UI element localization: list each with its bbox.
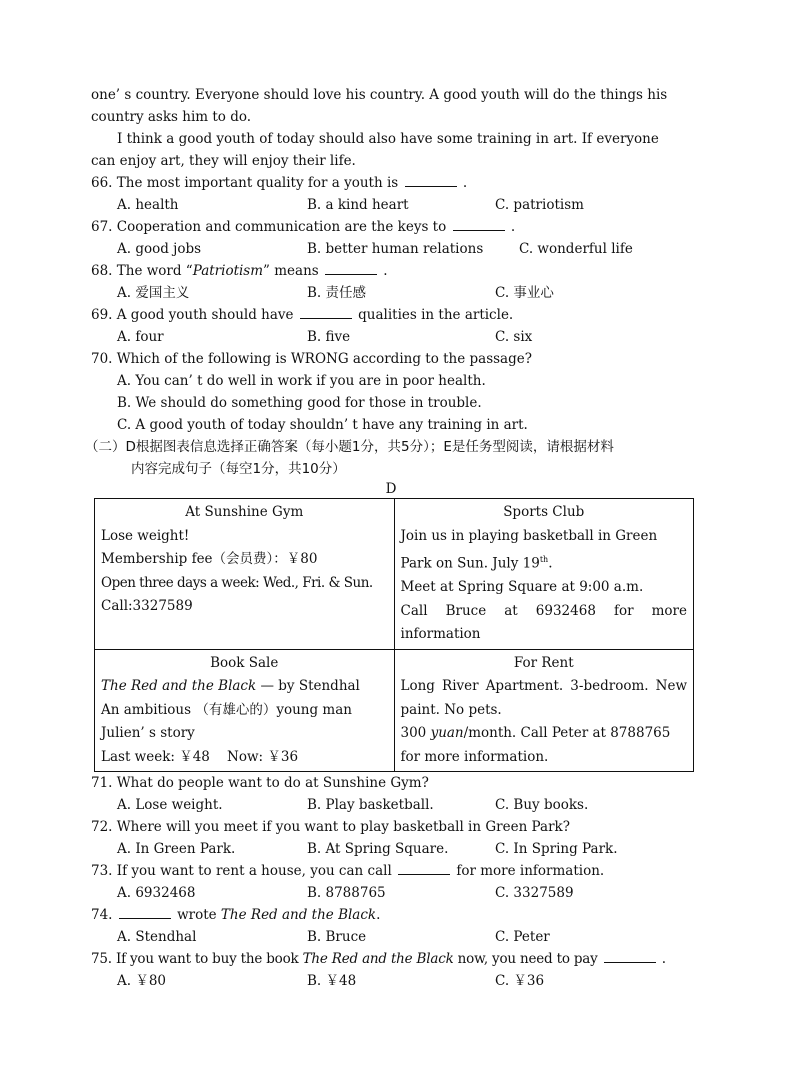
question-66: 66. The most important quality for a youth is . (91, 172, 721, 194)
options-71 (91, 794, 721, 816)
document-page (85, 84, 721, 992)
answer-blank (405, 172, 457, 187)
question-72: 72. Where will you meet if you want to play basketball in Green Park? (91, 819, 570, 835)
option-c: C. patriotism (495, 197, 584, 213)
option-a: A. In Green Park. (117, 841, 236, 857)
part-d-label: D (385, 481, 397, 497)
option-c: C. 3327589 (495, 885, 574, 901)
section-heading: （二）D根据图表信息选择正确答案（每小题1分，共5分）；E是任务型阅读，请根据材料 (85, 439, 614, 455)
options-69 (91, 326, 721, 348)
ad-gym: At Sunshine Gym Lose weight! Membership fee（会员费）：￥80 Open three days a week: Wed., Fri. & Sun. Call:3327589 (95, 499, 395, 650)
option-a: A. 6932468 (117, 885, 196, 901)
option-a: A. Stendhal (117, 929, 197, 945)
answer-blank (300, 304, 352, 319)
question-74: 74. wrote The Red and the Black. (91, 904, 721, 926)
option-a: A. 爱国主义 (117, 285, 190, 301)
option-a: A. You can’ t do well in work if you are in poor health. (117, 373, 486, 389)
option-a: A. Lose weight. (117, 797, 223, 813)
passage-line: one’ s country. Everyone should love his country. A good youth will do the things his (91, 87, 668, 103)
option-c: C. A good youth of today shouldn’ t have any training in art. (117, 417, 528, 433)
option-b: B. Play basketball. (307, 797, 434, 813)
ads-table (94, 498, 694, 772)
section-heading-cont: 内容完成句子（每空1分，共10分） (131, 461, 346, 477)
ad-title: At Sunshine Gym (185, 504, 304, 520)
question-68: 68. The word “Patriotism” means . (91, 260, 721, 282)
option-b: B. Bruce (307, 929, 367, 945)
ad-title: Book Sale (210, 654, 279, 671)
answer-blank (119, 904, 171, 919)
option-c: C. 事业心 (495, 285, 554, 301)
option-c: C. ￥36 (495, 973, 545, 989)
question-70: 70. Which of the following is WRONG according to the passage? (91, 351, 532, 367)
question-67: 67. Cooperation and communication are the keys to . (91, 216, 721, 238)
passage-line: I think a good youth of today should also have some training in art. If everyone (117, 131, 659, 147)
passage-line: country asks him to do. (91, 109, 252, 125)
question-73: 73. If you want to rent a house, you can call for more information. (91, 860, 721, 882)
question-75: 75. If you want to buy the book The Red and the Black now, you need to pay . (91, 948, 721, 970)
option-b: B. At Spring Square. (307, 841, 449, 857)
option-c: C. six (495, 329, 533, 345)
answer-blank (398, 860, 450, 875)
option-b: B. a kind heart (307, 197, 409, 213)
option-a: A. health (117, 197, 179, 213)
options-66 (91, 194, 721, 216)
option-b: B. 责任感 (307, 285, 367, 301)
options-68 (91, 282, 721, 304)
option-c: C. In Spring Park. (495, 841, 618, 857)
option-b: B. five (307, 329, 351, 345)
ad-title: For Rent (513, 654, 574, 671)
ad-book-sale: Book Sale The Red and the Black — by Stendhal An ambitious （有雄心的）young man Julien’ s story Last week: ￥48 Now: ￥36 (95, 649, 395, 772)
option-a: A. good jobs (117, 241, 202, 257)
option-a: A. ￥80 (117, 973, 167, 989)
ad-for-rent: For Rent Long River Apartment. 3-bedroom. New paint. No pets. 300 yuan/month. Call Peter at 8788765 for more information. (394, 649, 694, 772)
option-c: C. Buy books. (495, 797, 589, 813)
answer-blank (325, 260, 377, 275)
answer-blank (604, 948, 656, 963)
passage-line: can enjoy art, they will enjoy their life. (91, 153, 356, 169)
option-c: C. Peter (495, 929, 550, 945)
option-b: B. 8788765 (307, 885, 386, 901)
option-a: A. four (117, 329, 164, 345)
option-c: C. wonderful life (519, 241, 633, 257)
options-74 (91, 926, 721, 948)
question-69: 69. A good youth should have qualities in the article. (91, 304, 721, 326)
answer-blank (453, 216, 505, 231)
options-67 (91, 238, 721, 260)
question-71: 71. What do people want to do at Sunshine Gym? (91, 775, 429, 791)
ad-sports-club: Sports Club Join us in playing basketball in Green Park on Sun. July 19th. Meet at Spring Square at 9:00 a.m. Call Bruce at 6932468 for more information (394, 499, 694, 650)
options-73 (91, 882, 721, 904)
option-b: B. better human relations (307, 241, 484, 257)
options-72 (91, 838, 721, 860)
option-b: B. ￥48 (307, 973, 357, 989)
option-b: B. We should do something good for those in trouble. (117, 395, 482, 411)
ad-title: Sports Club (503, 504, 585, 520)
options-75 (91, 970, 721, 992)
